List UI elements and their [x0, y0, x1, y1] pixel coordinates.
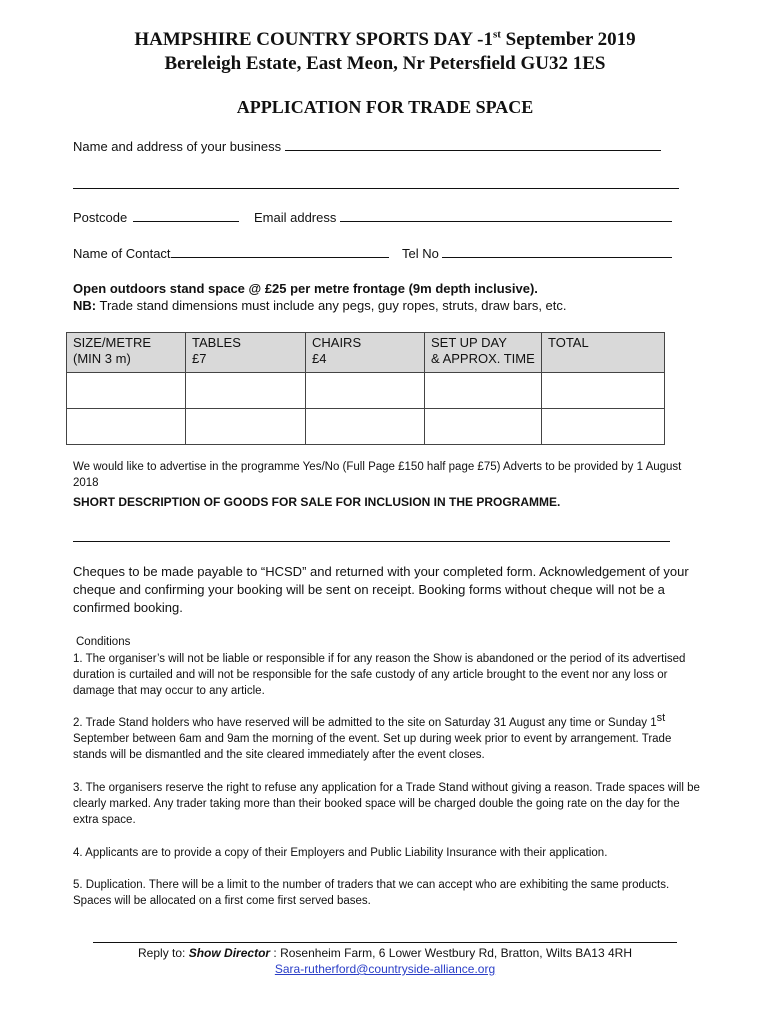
reply-email-line — [0, 961, 770, 977]
nb-text: Trade stand dimensions must include any pegs, guy ropes, struts, draw bars, etc. — [96, 298, 567, 313]
header-setup-day: SET UP DAY & APPROX. TIME — [425, 333, 542, 373]
tel-field — [402, 245, 672, 262]
postcode-label: Postcode — [73, 210, 128, 225]
stand-nb-line — [73, 298, 567, 314]
reply-label: Reply to: — [138, 946, 189, 960]
cell-tables[interactable] — [186, 373, 306, 409]
reply-address: : Rosenheim Farm, 6 Lower Westbury Rd, Bratton, Wilts BA13 4RH — [270, 946, 632, 960]
postcode-input-line[interactable] — [133, 209, 239, 222]
business-input-line[interactable] — [285, 138, 661, 151]
reply-role: Show Director — [188, 946, 271, 960]
business-field — [73, 138, 661, 155]
cell-chairs[interactable] — [306, 409, 425, 445]
business-label: Name and address of your business — [73, 139, 282, 154]
header-total: TOTAL — [542, 333, 665, 373]
cell-setup[interactable] — [425, 373, 542, 409]
goods-description-heading: SHORT DESCRIPTION OF GOODS FOR SALE FOR INCLUSION IN THE PROGRAMME. — [73, 495, 561, 509]
form-title: APPLICATION FOR TRADE SPACE — [236, 97, 534, 117]
email-field — [254, 209, 672, 226]
stand-booking-table — [66, 332, 665, 445]
contact-input-line[interactable] — [171, 245, 389, 258]
advert-text: We would like to advertise in the programme Yes/No (Full Page £150 half page £75) Adverts to be provided by 1 August 2018 — [73, 461, 682, 489]
cell-total[interactable] — [542, 373, 665, 409]
condition-1: 1. The organiser’s will not be liable or responsible if for any reason the Show is abandoned or the period of its advertised duration is curtailed and will not be responsible for the safe custody of any article brought to the event nor any loss or damage that may occur to any article. — [73, 653, 686, 697]
condition-2: 2. Trade Stand holders who have reserved will be admitted to the site on Saturday 31 August any time or Sunday 1st September between 6am and 9am the morning of the event. Set up during week prior to event by arrangement. Trade stands will be dismantled and the site cleared immediately after the event closes. — [73, 712, 672, 761]
table-header-row — [67, 333, 665, 373]
cell-setup[interactable] — [425, 409, 542, 445]
postcode-field — [73, 209, 239, 226]
footer-divider — [93, 942, 677, 943]
business-address-line-2[interactable] — [73, 188, 679, 189]
condition-4: 4. Applicants are to provide a copy of their Employers and Public Liability Insurance with their application. — [73, 847, 608, 859]
email-label: Email address — [254, 210, 337, 225]
reply-email-link[interactable]: Sara-rutherford@countryside-alliance.org — [274, 962, 496, 976]
cell-chairs[interactable] — [306, 373, 425, 409]
header-chairs: CHAIRS £4 — [306, 333, 425, 373]
condition-3: 3. The organisers reserve the right to refuse any application for a Trade Stand without giving a reason. Trade spaces will be clearly marked. Any trader taking more than their booked space will be charged double the going rate on the day for the extra space. — [73, 782, 700, 826]
cell-size[interactable] — [67, 373, 186, 409]
event-title: HAMPSHIRE COUNTRY SPORTS DAY -1st September 2019 — [134, 28, 636, 50]
condition-5: 5. Duplication. There will be a limit to the number of traders that we can accept who are exhibiting the same products. Spaces will be allocated on a first come first served bases. — [73, 879, 670, 907]
header-size-metre: SIZE/METRE (MIN 3 m) — [67, 333, 186, 373]
table-row — [67, 409, 665, 445]
nb-label: NB: — [73, 298, 97, 313]
email-input-line[interactable] — [340, 209, 672, 222]
cheques-text: Cheques to be made payable to “HCSD” and returned with your completed form. Acknowledgement of your cheque and confirming your booking will be sent on receipt. Booking forms without cheque will not be a confirmed booking. — [73, 564, 689, 615]
tel-input-line[interactable] — [442, 245, 672, 258]
header-tables: TABLES £7 — [186, 333, 306, 373]
conditions-heading: Conditions — [76, 636, 131, 648]
cell-tables[interactable] — [186, 409, 306, 445]
cell-total[interactable] — [542, 409, 665, 445]
reply-to-line — [0, 945, 770, 961]
cell-size[interactable] — [67, 409, 186, 445]
venue-address: Bereleigh Estate, East Meon, Nr Petersfield GU32 1ES — [164, 53, 606, 74]
table-row — [67, 373, 665, 409]
tel-label: Tel No — [402, 246, 439, 261]
contact-field — [73, 245, 389, 262]
stand-price-line: Open outdoors stand space @ £25 per metre frontage (9m depth inclusive). — [73, 281, 538, 296]
contact-label: Name of Contact — [73, 246, 171, 261]
goods-description-line[interactable] — [73, 541, 670, 542]
